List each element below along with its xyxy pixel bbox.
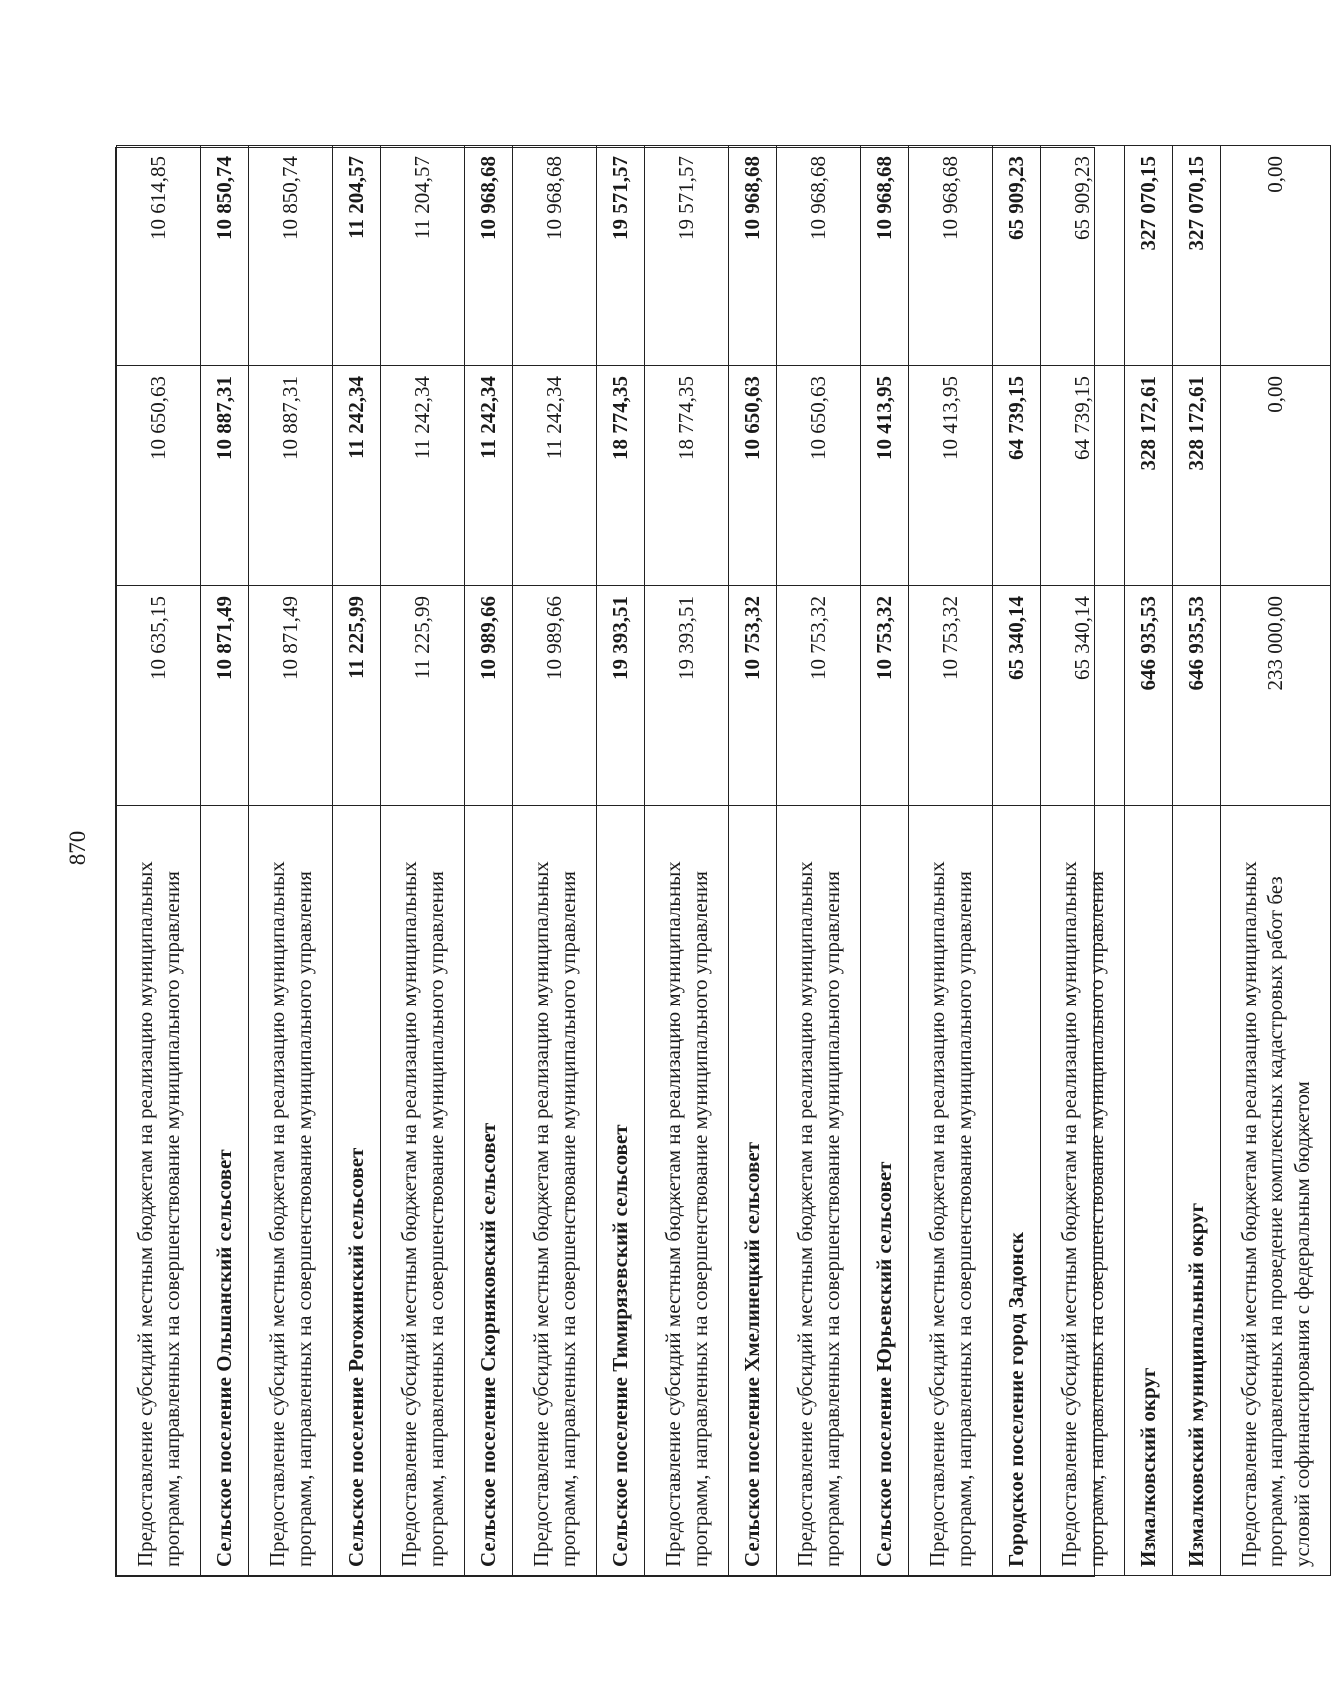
row-value-1: 10 753,32 bbox=[861, 586, 909, 806]
row-value-2: 10 413,95 bbox=[909, 366, 993, 586]
row-description: Предоставление субсидий местным бюджетам на реализацию муниципальных программ, направленных на совершенствование муниципального управления bbox=[513, 806, 597, 1576]
row-value-2: 64 739,15 bbox=[993, 366, 1041, 586]
row-value-1: 10 989,66 bbox=[465, 586, 513, 806]
row-value-2: 18 774,35 bbox=[645, 366, 729, 586]
row-value-1: 10 635,15 bbox=[117, 586, 201, 806]
row-value-2: 64 739,15 bbox=[1041, 366, 1125, 586]
row-value-3: 10 968,68 bbox=[513, 146, 597, 366]
table-row bbox=[1221, 146, 1331, 1576]
row-value-2: 11 242,34 bbox=[465, 366, 513, 586]
table-row bbox=[465, 146, 513, 1576]
row-description: Измалковский округ bbox=[1125, 806, 1173, 1576]
row-value-3: 327 070,15 bbox=[1173, 146, 1221, 366]
row-value-2: 328 172,61 bbox=[1173, 366, 1221, 586]
row-value-1: 19 393,51 bbox=[645, 586, 729, 806]
row-value-3: 11 204,57 bbox=[381, 146, 465, 366]
row-value-3: 65 909,23 bbox=[1041, 146, 1125, 366]
row-value-2: 18 774,35 bbox=[597, 366, 645, 586]
row-description: Сельское поселение Ольшанский сельсовет bbox=[201, 806, 249, 1576]
row-value-1: 65 340,14 bbox=[993, 586, 1041, 806]
row-description: Сельское поселение Юрьевский сельсовет bbox=[861, 806, 909, 1576]
row-value-2: 10 650,63 bbox=[777, 366, 861, 586]
row-value-2: 10 413,95 bbox=[861, 366, 909, 586]
row-value-3: 10 614,85 bbox=[117, 146, 201, 366]
row-description: Сельское поселение Скорняковский сельсовет bbox=[465, 806, 513, 1576]
row-description: Сельское поселение Хмелинецкий сельсовет bbox=[729, 806, 777, 1576]
table-row bbox=[1173, 146, 1221, 1576]
table-row bbox=[909, 146, 993, 1576]
table-row bbox=[597, 146, 645, 1576]
row-value-2: 328 172,61 bbox=[1125, 366, 1173, 586]
row-value-1: 10 989,66 bbox=[513, 586, 597, 806]
row-value-1: 10 871,49 bbox=[249, 586, 333, 806]
row-description: Сельское поселение Тимирязевский сельсовет bbox=[597, 806, 645, 1576]
row-value-3: 65 909,23 bbox=[993, 146, 1041, 366]
row-value-3: 0,00 bbox=[1221, 146, 1331, 366]
table-row bbox=[117, 146, 201, 1576]
row-description: Измалковский муниципальный округ bbox=[1173, 806, 1221, 1576]
table-row bbox=[513, 146, 597, 1576]
row-value-3: 10 968,68 bbox=[861, 146, 909, 366]
table-row bbox=[861, 146, 909, 1576]
table-row bbox=[1125, 146, 1173, 1576]
row-value-3: 10 968,68 bbox=[465, 146, 513, 366]
row-value-2: 11 242,34 bbox=[513, 366, 597, 586]
row-value-1: 11 225,99 bbox=[333, 586, 381, 806]
row-value-3: 19 571,57 bbox=[645, 146, 729, 366]
table-row bbox=[729, 146, 777, 1576]
row-value-2: 10 650,63 bbox=[117, 366, 201, 586]
row-value-2: 10 650,63 bbox=[729, 366, 777, 586]
row-value-2: 10 887,31 bbox=[249, 366, 333, 586]
budget-table bbox=[115, 147, 1314, 1577]
row-value-3: 327 070,15 bbox=[1125, 146, 1173, 366]
table-row bbox=[381, 146, 465, 1576]
row-value-2: 11 242,34 bbox=[381, 366, 465, 586]
row-description: Предоставление субсидий местным бюджетам на реализацию муниципальных программ, направленных на совершенствование муниципального управления bbox=[249, 806, 333, 1576]
row-description: Предоставление субсидий местным бюджетам на реализацию муниципальных программ, направленных на совершенствование муниципального управления bbox=[1041, 806, 1125, 1576]
row-value-1: 646 935,53 bbox=[1125, 586, 1173, 806]
row-description: Предоставление субсидий местным бюджетам на реализацию муниципальных программ, направленных на совершенствование муниципального управления bbox=[117, 806, 201, 1576]
table-row bbox=[333, 146, 381, 1576]
table-row bbox=[201, 146, 249, 1576]
row-description: Предоставление субсидий местным бюджетам на реализацию муниципальных программ, направленных на совершенствование муниципального управления bbox=[381, 806, 465, 1576]
row-description: Сельское поселение Рогожинский сельсовет bbox=[333, 806, 381, 1576]
row-value-1: 233 000,00 bbox=[1221, 586, 1331, 806]
row-value-1: 19 393,51 bbox=[597, 586, 645, 806]
row-description: Предоставление субсидий местным бюджетам на реализацию муниципальных программ, направленных на совершенствование муниципального управления bbox=[645, 806, 729, 1576]
row-value-1: 11 225,99 bbox=[381, 586, 465, 806]
row-value-3: 10 968,68 bbox=[909, 146, 993, 366]
table-row bbox=[993, 146, 1041, 1576]
row-value-1: 10 753,32 bbox=[729, 586, 777, 806]
row-value-3: 19 571,57 bbox=[597, 146, 645, 366]
row-value-1: 10 753,32 bbox=[909, 586, 993, 806]
row-description: Предоставление субсидий местным бюджетам на реализацию муниципальных программ, направленных на совершенствование муниципального управления bbox=[777, 806, 861, 1576]
row-value-1: 65 340,14 bbox=[1041, 586, 1125, 806]
row-value-3: 10 850,74 bbox=[249, 146, 333, 366]
table-row bbox=[249, 146, 333, 1576]
row-value-3: 11 204,57 bbox=[333, 146, 381, 366]
table-row bbox=[777, 146, 861, 1576]
row-value-2: 0,00 bbox=[1221, 366, 1331, 586]
row-value-2: 10 887,31 bbox=[201, 366, 249, 586]
page-number: 870 bbox=[65, 830, 90, 866]
table-row bbox=[1041, 146, 1125, 1576]
row-value-1: 646 935,53 bbox=[1173, 586, 1221, 806]
row-value-2: 11 242,34 bbox=[333, 366, 381, 586]
row-description: Предоставление субсидий местным бюджетам на реализацию муниципальных программ, направленных на проведение комплексных кадастровых работ без условий софинансирования с федеральным бюджетом bbox=[1221, 806, 1331, 1576]
table-row bbox=[645, 146, 729, 1576]
row-value-1: 10 871,49 bbox=[201, 586, 249, 806]
row-value-3: 10 968,68 bbox=[777, 146, 861, 366]
row-description: Городское поселение город Задонск bbox=[993, 806, 1041, 1576]
row-value-3: 10 850,74 bbox=[201, 146, 249, 366]
row-value-1: 10 753,32 bbox=[777, 586, 861, 806]
row-value-3: 10 968,68 bbox=[729, 146, 777, 366]
row-description: Предоставление субсидий местным бюджетам на реализацию муниципальных программ, направленных на совершенствование муниципального управления bbox=[909, 806, 993, 1576]
